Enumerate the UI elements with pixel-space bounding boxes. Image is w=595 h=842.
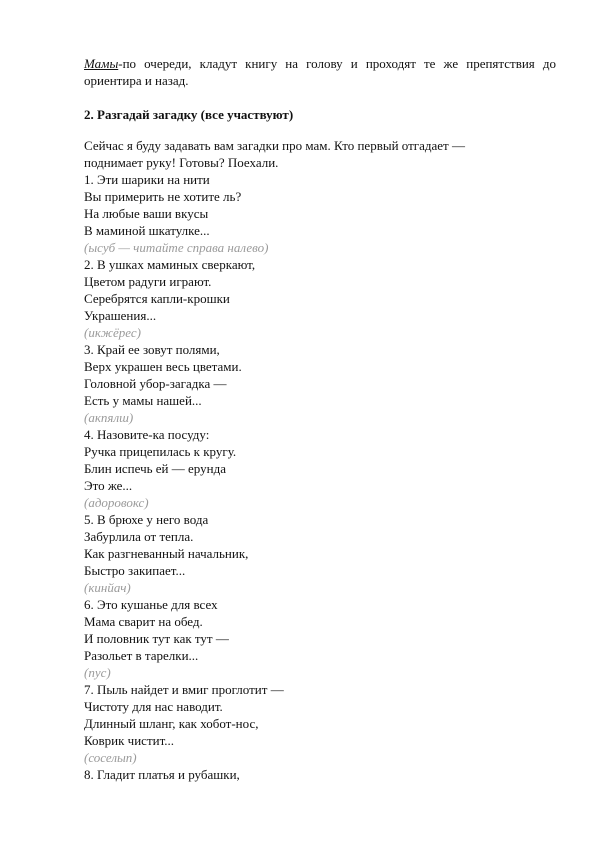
riddle-line: 4. Назовите-ка посуду:: [84, 427, 210, 442]
riddle-answer-hint: (пус): [84, 665, 111, 680]
riddle-line: Разольет в тарелки...: [84, 648, 199, 663]
riddle-line: 7. Пыль найдет и вмиг проглотит —: [84, 682, 284, 697]
riddle-line: Быстро закипает...: [84, 563, 186, 578]
riddle-line: Украшения...: [84, 308, 157, 323]
riddle-line: Это же...: [84, 478, 133, 493]
opening-line: поднимает руку! Готовы? Поехали.: [84, 155, 279, 170]
riddle-line: 3. Край ее зовут полями,: [84, 342, 220, 357]
intro-paragraph: [84, 55, 556, 89]
riddle-line: Есть у мамы нашей...: [84, 393, 202, 408]
riddle-line: Мама сварит на обед.: [84, 614, 203, 629]
riddle-line: 8. Гладит платья и рубашки,: [84, 767, 240, 782]
riddle-line: Верх украшен весь цветами.: [84, 359, 242, 374]
riddle-line: Как разгневанный начальник,: [84, 546, 249, 561]
riddle-line: Длинный шланг, как хобот-нос,: [84, 716, 259, 731]
riddle-line: Вы примерить не хотите ль?: [84, 189, 242, 204]
riddle-line: В маминой шкатулке...: [84, 223, 210, 238]
riddle-line: Коврик чистит...: [84, 733, 175, 748]
riddle-line: Чистоту для нас наводит.: [84, 699, 223, 714]
riddle-line: И половник тут как тут —: [84, 631, 229, 646]
riddle-line: Блин испечь ей — ерунда: [84, 461, 226, 476]
riddle-line: Цветом радуги играют.: [84, 274, 212, 289]
riddle-line: 1. Эти шарики на нити: [84, 172, 210, 187]
riddle-line: 5. В брюхе у него вода: [84, 512, 209, 527]
riddle-answer-hint: (икжёрес): [84, 325, 141, 340]
riddle-answer-hint: (ысуб — читайте справа налево): [84, 240, 269, 255]
riddle-answer-hint: (адоровокс): [84, 495, 149, 510]
riddle-line: 2. В ушках маминых сверкают,: [84, 257, 256, 272]
riddle-answer-hint: (соселып): [84, 750, 137, 765]
riddles-block: [84, 137, 524, 783]
riddle-line: Забурлила от тепла.: [84, 529, 194, 544]
riddle-line: На любые ваши вкусы: [84, 206, 209, 221]
section-heading: 2. Разгадай загадку (все участвуют): [84, 107, 294, 122]
intro-text: -по очереди, кладут книгу на голову и проходят те же препятствия до ориентира и назад.: [84, 56, 556, 88]
intro-lead: Мамы: [84, 56, 119, 71]
riddle-line: Серебрятся капли-крошки: [84, 291, 230, 306]
riddle-answer-hint: (кинйач): [84, 580, 131, 595]
riddle-answer-hint: (акпялш): [84, 410, 134, 425]
riddle-line: 6. Это кушанье для всех: [84, 597, 218, 612]
opening-line: Сейчас я буду задавать вам загадки про мам. Кто первый отгадает —: [84, 138, 465, 153]
riddle-line: Ручка прицепилась к кругу.: [84, 444, 237, 459]
riddle-line: Головной убор-загадка —: [84, 376, 227, 391]
